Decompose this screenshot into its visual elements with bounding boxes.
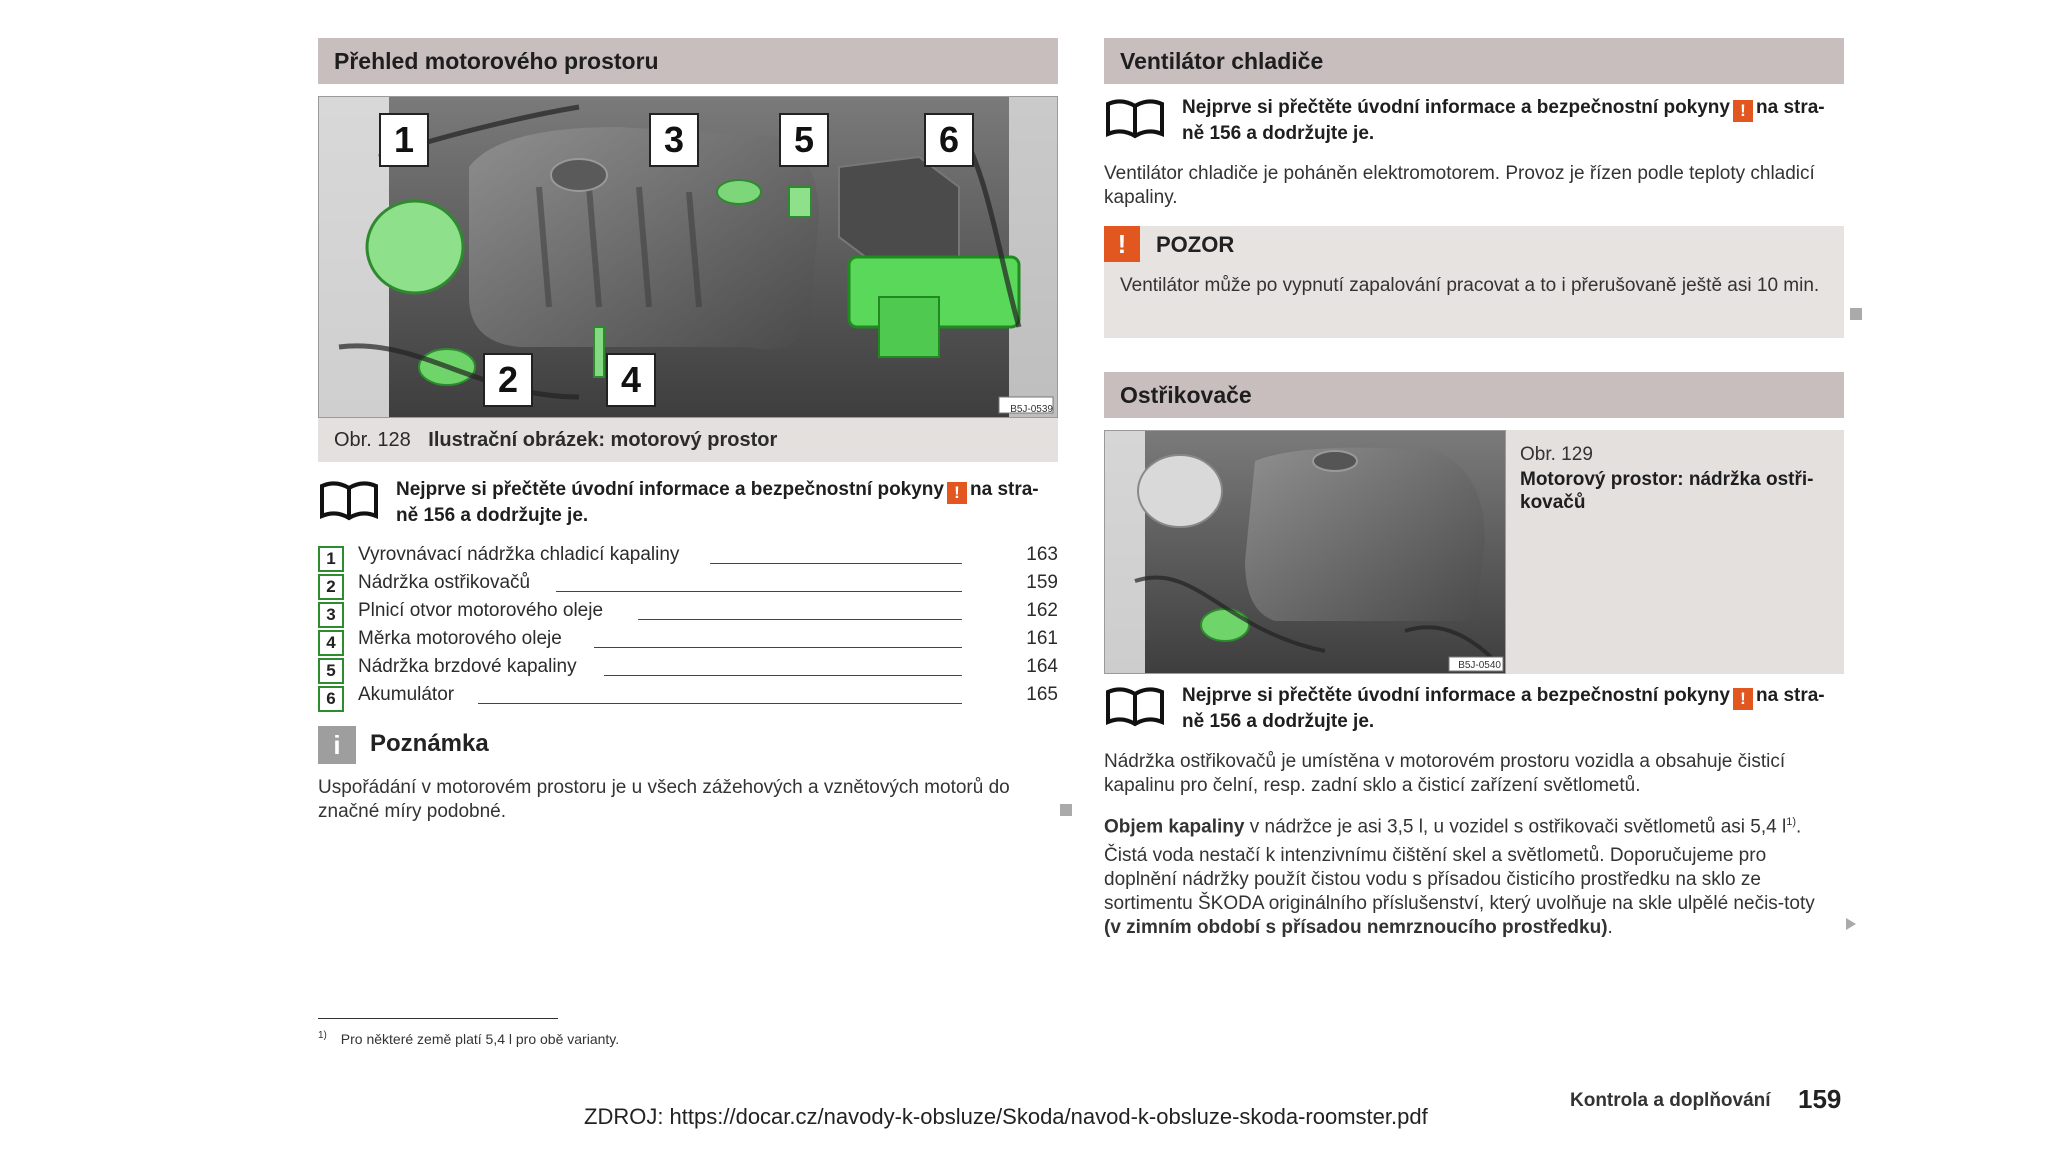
section-end-marker [1850,308,1862,320]
safety-text-cont: na stra- [1756,97,1825,118]
leader-line [556,591,962,592]
callout-6: 6 [924,113,974,167]
water-text-bold: (v zimním období s přísadou nemrznoucího prostředku) [1104,917,1608,938]
legend-page: 162 [1026,600,1058,621]
legend-number: 3 [318,602,344,628]
water-text: Čistá voda nestačí k intenzivnímu čištění skel a světlometů. Doporučujeme pro doplnění nádržky použít čistou vodu s přísadou čisticího prostředku na sklo ze sortimentu ŠKODA originálního příslušenství, který uvolňuje na skle ulpělé nečis-toty [1104,845,1815,914]
legend-page: 164 [1026,656,1058,677]
leader-line [638,619,962,620]
safety-text-cont: na stra- [1756,685,1825,706]
legend-label: Nádržka brzdové kapaliny [358,656,577,677]
callout-1: 1 [379,113,429,167]
warning-icon: ! [1733,688,1753,710]
safety-text: Nejprve si přečtěte úvodní informace a bezpečnostní pokyny [1182,97,1730,118]
washer-illustration [1105,431,1505,673]
caution-title: POZOR [1156,232,1235,257]
volume-label: Objem kapaliny [1104,816,1245,838]
caption-number: Obr. 128 [334,429,411,451]
footnote-ref: 1) [1786,816,1796,828]
note-title: Poznámka [370,730,489,757]
legend-label: Vyrovnávací nádržka chladicí kapaliny [358,544,680,565]
caption-number: Obr. 129 [1520,444,1593,465]
legend-item [318,600,1058,628]
washers-para-3 [1104,844,1834,940]
fan-description: Ventilátor chladiče je poháněn elektromotorem. Provoz je řízen podle teploty chladicí kapaliny. [1104,163,1815,208]
footnote-rule [318,1018,558,1019]
leader-line [710,563,962,564]
legend-page: 161 [1026,628,1058,649]
safety-text-line2: ně 156 a dodržujte je. [1182,123,1375,144]
section-header-washers [1104,372,1844,418]
washers-para-2 [1104,810,1844,839]
book-icon [1104,684,1166,728]
coolant-reservoir [367,201,463,293]
engine-compartment-photo [318,96,1058,418]
section-title: Ventilátor chladiče [1120,48,1324,74]
section-title: Ostřikovače [1120,382,1252,408]
safety-text: Nejprve si přečtěte úvodní informace a bezpečnostní pokyny [1182,685,1730,706]
section-end-marker [1060,804,1072,816]
image-code: B5J-0539 [1010,404,1053,415]
section-title: Přehled motorového prostoru [334,48,659,74]
image-code: B5J-0540 [1458,660,1501,671]
section-header-radiator-fan [1104,38,1844,84]
caption-text: Motorový prostor: nádržka ostři-kovačů [1520,469,1814,513]
leader-line [604,675,962,676]
legend-item [318,684,1058,712]
caption-text: Ilustrační obrázek: motorový prostor [428,429,778,451]
book-icon [1104,96,1166,140]
info-icon: i [318,726,356,764]
safety-text: Nejprve si přečtěte úvodní informace a bezpečnostní pokyny [396,479,944,500]
water-text-end: . [1607,917,1613,938]
note-text: Uspořádání v motorovém prostoru je u všech zážehových a vznětových motorů do značné míry podobné. [318,777,1010,822]
footnote-mark: 1) [318,1030,327,1041]
washers-para-1: Nádržka ostřikovačů je umístěna v motorovém prostoru vozidla a obsahuje čisticí kapalinu pro čelní, resp. zadní sklo a čisticí zařízení světlometů. [1104,751,1786,796]
safety-notice [318,478,1058,527]
component-legend [318,544,1058,714]
legend-item [318,628,1058,656]
warning-icon: ! [947,482,967,504]
legend-item [318,544,1058,572]
oil-dipstick [594,327,604,377]
safety-notice [1104,96,1844,145]
brake-fluid-reservoir [789,187,811,217]
legend-number: 6 [318,686,344,712]
warning-icon: ! [1733,100,1753,122]
figure-caption [318,418,1058,462]
safety-notice [1104,684,1844,733]
footnote [318,1030,619,1047]
legend-page: 165 [1026,684,1058,705]
leader-line [594,647,962,648]
safety-text-line2: ně 156 a dodržujte je. [396,505,589,526]
engine-cover [1245,448,1485,621]
callout-2: 2 [483,353,533,407]
volume-text: v nádržce je asi 3,5 l, u vozidel s ostřikovači světlometů asi 5,4 l [1244,816,1787,838]
continue-arrow-icon [1846,918,1856,930]
running-footer-section: Kontrola a doplňování [1570,1090,1771,1111]
book-icon [318,478,380,522]
legend-page: 159 [1026,572,1058,593]
legend-label: Měrka motorového oleje [358,628,562,649]
legend-number: 5 [318,658,344,684]
callout-5: 5 [779,113,829,167]
washer-fluid-cap [1201,609,1249,641]
safety-text-cont: na stra- [970,479,1039,500]
callout-4: 4 [606,353,656,407]
section-header-engine-overview [318,38,1058,84]
footnote-text: Pro některé země platí 5,4 l pro obě varianty. [340,1030,620,1047]
legend-number: 2 [318,574,344,600]
caution-text: Ventilátor může po vypnutí zapalování pracovat a to i přerušovaně ještě asi 10 min. [1120,275,1820,296]
leader-line [478,703,962,704]
legend-item [318,572,1058,600]
page-number: 159 [1798,1084,1842,1114]
legend-number: 4 [318,630,344,656]
volume-text-end: . [1795,816,1802,838]
caution-icon: ! [1104,226,1140,262]
callout-3: 3 [649,113,699,167]
note-header [318,726,1058,766]
washer-reservoir-photo [1104,430,1506,674]
washers-figure [1104,430,1844,674]
legend-label: Plnicí otvor motorového oleje [358,600,604,621]
legend-number: 1 [318,546,344,572]
oil-filler-cap [717,180,761,204]
caution-box [1104,226,1844,338]
safety-text-line2: ně 156 a dodržujte je. [1182,711,1375,732]
legend-label: Nádržka ostřikovačů [358,572,531,593]
legend-item [318,656,1058,684]
legend-label: Akumulátor [358,684,455,705]
source-line: ZDROJ: https://docar.cz/navody-k-obsluze/Skoda/navod-k-obsluze-skoda-roomster.pdf [584,1104,1428,1129]
legend-page: 163 [1026,544,1058,565]
